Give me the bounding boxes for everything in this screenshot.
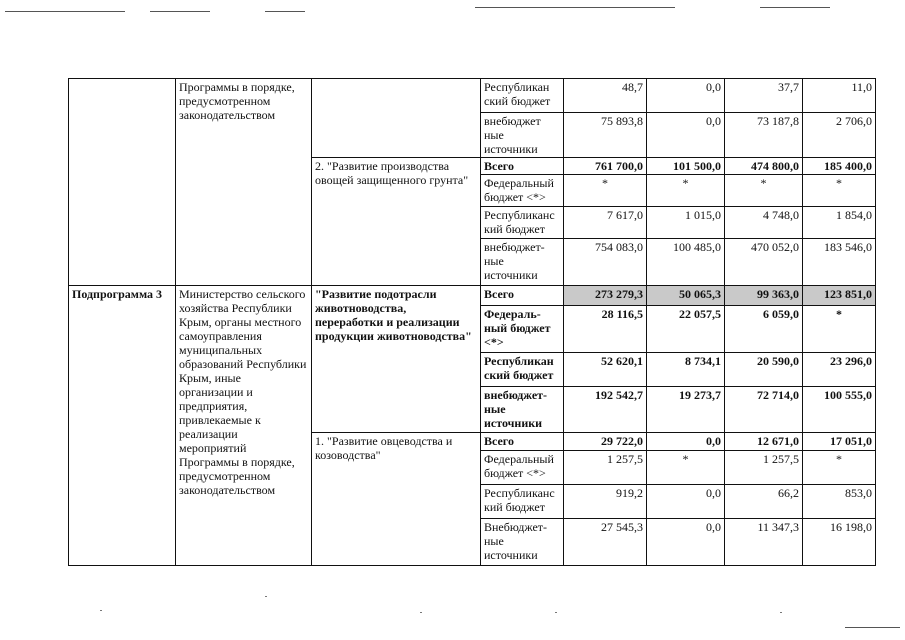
scan-artifact-speck — [265, 596, 267, 597]
scan-artifact-line — [150, 11, 210, 12]
value-cell: * — [803, 306, 876, 353]
value-cell: 27 545,3 — [564, 519, 647, 566]
value-cell: * — [725, 175, 803, 207]
value-cell: 101 500,0 — [647, 158, 725, 175]
value-cell: 4 748,0 — [725, 207, 803, 239]
value-cell: 6 059,0 — [725, 306, 803, 353]
executor-cell: Министерство сельского хозяйства Республики Крым, органы местного самоуправления муниципальных образований Республики Крым, иные организации и предприятия, привлекаемые к реализации мероприятий Программы в порядке, предусмотренном законодательством — [176, 286, 312, 566]
scan-artifact-line — [265, 11, 305, 12]
value-cell: 7 617,0 — [564, 207, 647, 239]
value-cell: 23 296,0 — [803, 353, 876, 387]
program-cell: Подпрограмма 3 — [69, 286, 176, 566]
value-cell: 20 590,0 — [725, 353, 803, 387]
value-cell: 12 671,0 — [725, 433, 803, 451]
value-cell: 0,0 — [647, 519, 725, 566]
scan-artifact-speck — [555, 612, 557, 613]
funding-source-cell: Республикан ский бюджет — [481, 79, 564, 113]
funding-source-cell: Всего — [481, 286, 564, 306]
scan-artifact-speck — [420, 612, 422, 613]
value-cell: 123 851,0 — [803, 286, 876, 306]
value-cell: 0,0 — [647, 113, 725, 158]
value-cell: 75 893,8 — [564, 113, 647, 158]
funding-source-cell: Федеральный бюджет <*> — [481, 451, 564, 485]
value-cell: * — [803, 175, 876, 207]
value-cell: 470 052,0 — [725, 239, 803, 286]
value-cell: 11 347,3 — [725, 519, 803, 566]
value-cell: 754 083,0 — [564, 239, 647, 286]
value-cell: 73 187,8 — [725, 113, 803, 158]
scan-artifact-line — [845, 627, 900, 628]
activity-cell: "Развитие подотрасли животноводства, переработки и реализации продукции животноводства" — [312, 286, 481, 433]
value-cell: 17 051,0 — [803, 433, 876, 451]
value-cell: 22 057,5 — [647, 306, 725, 353]
activity-cell: 1. "Развитие овцеводства и козоводства" — [312, 433, 481, 566]
value-cell: 853,0 — [803, 485, 876, 519]
funding-source-cell: внебюджет- ные источники — [481, 239, 564, 286]
value-cell: * — [647, 451, 725, 485]
value-cell: 48,7 — [564, 79, 647, 113]
activity-cell: 2. "Развитие производства овощей защищенного грунта" — [312, 158, 481, 286]
value-cell: 100 485,0 — [647, 239, 725, 286]
funding-source-cell: Республикан ский бюджет — [481, 353, 564, 387]
value-cell: * — [564, 175, 647, 207]
scan-artifact-speck — [100, 610, 102, 611]
budget-table — [68, 78, 876, 566]
scan-artifact-speck — [780, 612, 782, 613]
activity-cell — [312, 79, 481, 158]
funding-source-cell: Федераль- ный бюджет <*> — [481, 306, 564, 353]
value-cell: 474 800,0 — [725, 158, 803, 175]
value-cell: 50 065,3 — [647, 286, 725, 306]
value-cell: 37,7 — [725, 79, 803, 113]
value-cell: * — [803, 451, 876, 485]
table-row — [69, 79, 876, 113]
funding-source-cell: Федеральный бюджет <*> — [481, 175, 564, 207]
table-row — [69, 286, 876, 306]
value-cell: 761 700,0 — [564, 158, 647, 175]
executor-cell: Программы в порядке, предусмотренном законодательством — [176, 79, 312, 286]
value-cell: 19 273,7 — [647, 387, 725, 433]
value-cell: 72 714,0 — [725, 387, 803, 433]
funding-source-cell: Республиканс кий бюджет — [481, 207, 564, 239]
value-cell: 185 400,0 — [803, 158, 876, 175]
value-cell: 16 198,0 — [803, 519, 876, 566]
value-cell: 192 542,7 — [564, 387, 647, 433]
value-cell: 2 706,0 — [803, 113, 876, 158]
value-cell: 11,0 — [803, 79, 876, 113]
value-cell: 28 116,5 — [564, 306, 647, 353]
value-cell: 1 854,0 — [803, 207, 876, 239]
value-cell: 1 257,5 — [564, 451, 647, 485]
value-cell: 52 620,1 — [564, 353, 647, 387]
funding-source-cell: внебюджет- ные источники — [481, 387, 564, 433]
scan-artifact-line — [5, 11, 125, 12]
value-cell: 1 015,0 — [647, 207, 725, 239]
value-cell: 0,0 — [647, 433, 725, 451]
value-cell: 99 363,0 — [725, 286, 803, 306]
value-cell: 1 257,5 — [725, 451, 803, 485]
value-cell: 8 734,1 — [647, 353, 725, 387]
funding-source-cell: Всего — [481, 158, 564, 175]
funding-source-cell: Внебюджет- ные источники — [481, 519, 564, 566]
value-cell: 919,2 — [564, 485, 647, 519]
value-cell: 0,0 — [647, 79, 725, 113]
scan-artifact-line — [475, 7, 675, 8]
funding-source-cell: внебюджет ные источники — [481, 113, 564, 158]
value-cell: 29 722,0 — [564, 433, 647, 451]
value-cell: 273 279,3 — [564, 286, 647, 306]
funding-source-cell: Республиканс кий бюджет — [481, 485, 564, 519]
value-cell: 66,2 — [725, 485, 803, 519]
value-cell: 0,0 — [647, 485, 725, 519]
value-cell: 183 546,0 — [803, 239, 876, 286]
program-cell — [69, 79, 176, 286]
funding-source-cell: Всего — [481, 433, 564, 451]
scan-artifact-line — [760, 7, 830, 8]
value-cell: * — [647, 175, 725, 207]
value-cell: 100 555,0 — [803, 387, 876, 433]
